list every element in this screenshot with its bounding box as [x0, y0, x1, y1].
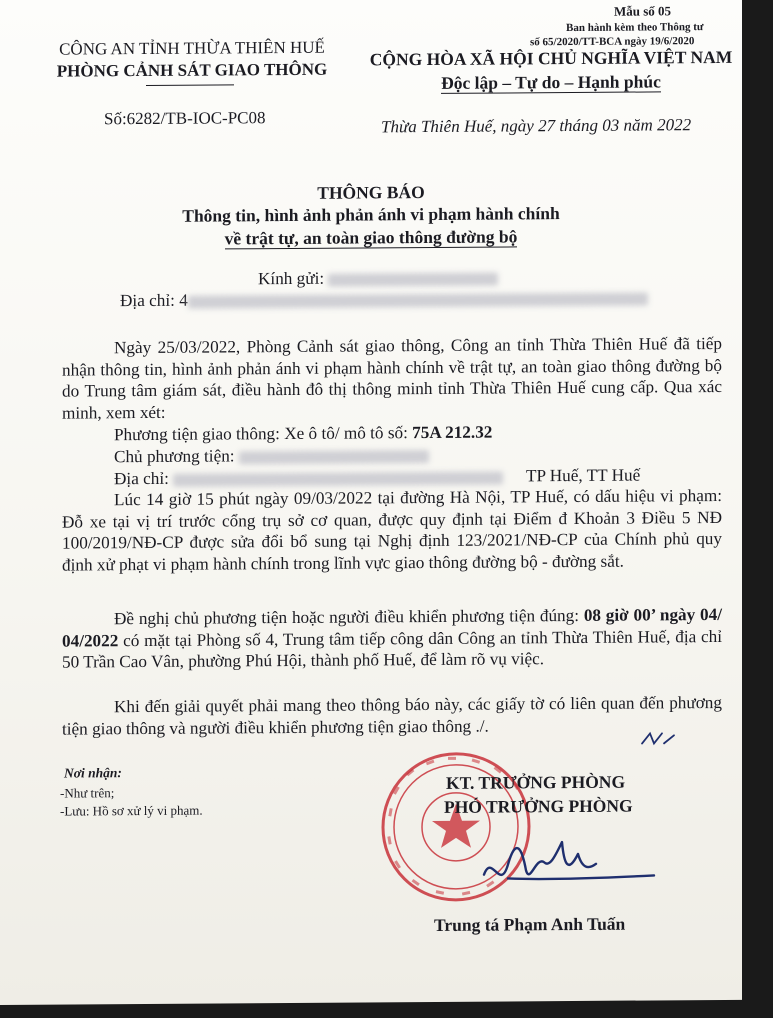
recipient-line: [258, 267, 498, 290]
owner-label: Chủ phương tiện:: [114, 446, 235, 467]
vehicle-label: Phương tiện giao thông: Xe ô tô/ mô tô số:: [114, 423, 408, 445]
redacted-owner-address: [173, 471, 503, 486]
notice-title: THÔNG BÁO: [317, 182, 425, 203]
recipients-heading: Nơi nhận:: [64, 765, 122, 781]
summons-time: 08 giờ 00’ ngày 04/ 04/2022: [62, 604, 723, 651]
owner-address-tail: TP Huế, TT Huế: [526, 465, 641, 486]
form-issued-line2: số 65/2020/TT-BCA ngày 19/6/2020: [530, 35, 695, 49]
paragraph-violation: Lúc 14 giờ 15 phút ngày 09/03/2022 tại đường Hà Nội, TP Huế, có dấu hiệu vi phạm: Đỗ xe tại vị trí trước cổng trụ sở cơ quan, được quy định tại Điểm đ Khoản 3 Điều 5 NĐ 100/2019/NĐ-CP được sửa đổi bổ sung tại Nghị định 123/2021/NĐ-CP của Chính phủ quy định xử phạt vi phạm hành chính trong lĩnh vực giao thông đường bộ - đường sắt.: [62, 485, 722, 575]
national-motto: Độc lập – Tự do – Hạnh phúc: [441, 71, 661, 93]
recipient-label: Kính gửi:: [258, 268, 325, 289]
redacted-recipient-address: [188, 292, 648, 308]
redacted-recipient-name: [328, 272, 498, 286]
vehicle-line: [114, 422, 492, 446]
signer-name: Trung tá Phạm Anh Tuấn: [434, 913, 626, 935]
recipient-address-partial: 4: [179, 290, 188, 310]
signature-on-behalf: KT. TRƯỞNG PHÒNG: [446, 771, 626, 793]
paragraph-summons: Đề nghị chủ phương tiện hoặc người điều khiển phương tiện đúng: 08 giờ 00’ ngày 04/ 04/2022 có mặt tại Phòng số 4, Trung tâm tiếp công dân Công an tỉnh Thừa Thiên Huế, địa chỉ 50 Trần Cao Vân, phường Phú Hội, thành phố Huế, để làm rõ vụ việc.: [62, 604, 723, 672]
vehicle-plate: 75A 212.32: [412, 422, 493, 443]
agency-underline: [146, 84, 234, 86]
place-date: Thừa Thiên Huế, ngày 27 tháng 03 năm 2022: [381, 115, 692, 137]
country-name: CỘNG HÒA XÃ HỘI CHỦ NGHĨA VIỆT NAM: [369, 46, 733, 70]
redacted-owner-name: [239, 450, 429, 464]
recipients-line2: -Lưu: Hồ sơ xử lý vi phạm.: [60, 802, 203, 819]
notice-subtitle-line2: về trật tự, an toàn giao thông đường bộ: [224, 226, 518, 249]
paragraph-received: Ngày 25/03/2022, Phòng Cảnh sát giao thông, Công an tỉnh Thừa Thiên Huế đã tiếp nhận thông tin, hình ảnh phản ánh vi phạm hành chính về trật tự, an toàn giao thông đường bộ do Trung tâm giám sát, điều hành đô thị thông minh tỉnh Thừa Thiên Huế cung cấp. Qua xác minh, xem xét:: [62, 333, 722, 423]
form-number: Mẫu số 05: [614, 3, 672, 19]
recipient-address-line: [120, 286, 648, 311]
document-number: Số:6282/TB-IOC-PC08: [104, 108, 266, 129]
owner-line: [114, 444, 429, 468]
recipient-address-label: Địa chỉ:: [120, 290, 175, 311]
notice-subtitle-line1: Thông tin, hình ảnh phản ánh vi phạm hành chính: [182, 203, 560, 226]
paragraph-bring-documents: Khi đến giải quyết phải mang theo thông báo này, các giấy tờ có liên quan đến phương tiện giao thông và người điều khiển phương tiện giao thông ./.: [62, 692, 722, 739]
signature-title: PHÓ TRƯỞNG PHÒNG: [444, 795, 633, 817]
owner-address-label: Địa chỉ:: [114, 468, 169, 489]
recipients-line1: -Như trên;: [60, 785, 115, 801]
agency-parent: CÔNG AN TỈNH THỪA THIÊN HUẾ: [59, 37, 325, 59]
form-issued-line1: Ban hành kèm theo Thông tư: [566, 21, 704, 35]
agency-name: PHÒNG CẢNH SÁT GIAO THÔNG: [56, 59, 328, 81]
handwritten-initials-icon: [640, 729, 680, 747]
handwritten-signature-icon: [478, 833, 658, 894]
